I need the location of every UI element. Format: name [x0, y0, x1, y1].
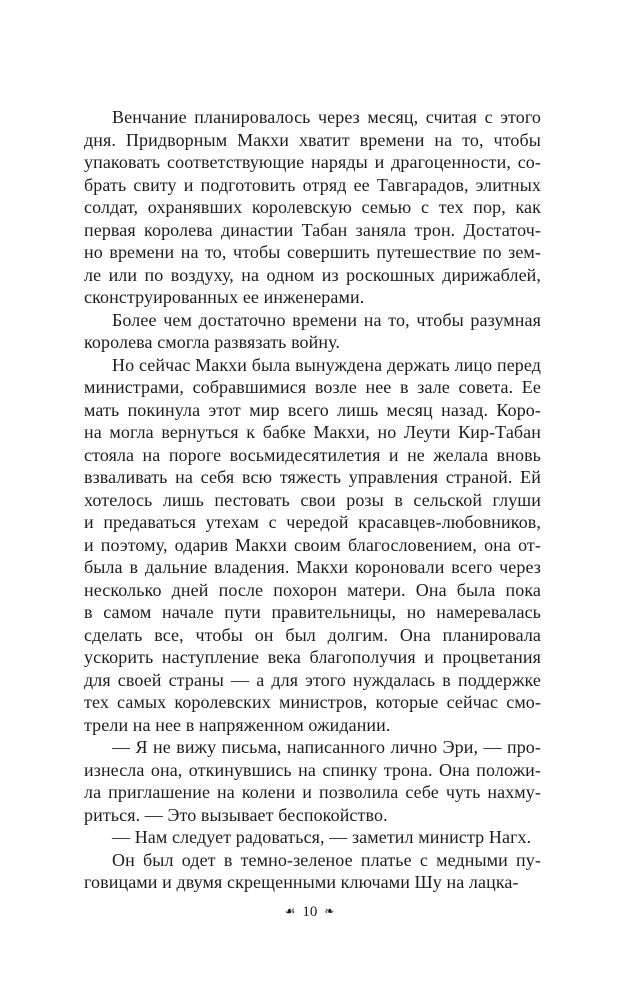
text-line: брать свиту и подготовить отряд ее Тавгарадов, элитных: [84, 174, 541, 195]
text-line: риться. — Это вызывает беспокойство.: [84, 804, 388, 825]
text-line: была в дальние владения. Макхи короновали всего через: [84, 557, 541, 577]
text-block: [84, 106, 541, 894]
text-line: Он был одет в темно-зеленое платье с медными пу-: [112, 849, 541, 870]
text-line: тех самых королевских министров, которые сейчас смо-: [84, 692, 541, 712]
text-line: в самом начале пути правительницы, но намеревалась: [84, 602, 541, 622]
floral-ornament-left-icon: ☙: [284, 904, 296, 918]
text-line: трели на нее в напряженном ожидании.: [84, 714, 391, 735]
text-line: Венчание планировалось через месяц, считая с этого: [112, 107, 541, 127]
text-line: — Я не вижу письма, написанного лично Эри, — про-: [112, 737, 541, 757]
text-line: — Нам следует радоваться, — заметил министр Нагх.: [112, 827, 532, 847]
text-line: стояла на пороге восьмидесятилетия и не желала вновь: [84, 444, 541, 465]
text-line: ускорить наступление века благополучия и процветания: [84, 647, 541, 667]
text-line: для своей страны — а для этого нуждалась в поддержке: [84, 669, 541, 690]
text-line: и предаваться утехам с чередой красавцев-любовников,: [84, 512, 541, 532]
text-line: Но сейчас Макхи была вынуждена держать лицо перед: [112, 354, 541, 375]
text-line: дня. Придворным Макхи хватит времени на то, чтобы: [84, 129, 541, 150]
text-line: взваливать на себя всю тяжесть управления страной. Ей: [84, 467, 541, 487]
text-line: ла приглашение на колени и позволила себе чуть нахму-: [84, 782, 541, 802]
page-footer: [0, 902, 619, 922]
text-line: говицами и двумя скрещенными ключами Шу на лацка-: [84, 872, 519, 892]
text-line: несколько дней после похорон матери. Она была пока: [84, 579, 541, 600]
text-line: мать покинула этот мир всего лишь месяц назад. Коро-: [84, 399, 541, 420]
text-line: Более чем достаточно времени на то, чтобы разумная: [112, 309, 541, 330]
text-line: сконструированных ее инженерами.: [84, 287, 365, 307]
text-line: хотелось лишь пестовать свои розы в сельской глуши: [84, 489, 541, 510]
text-line: первая королева династии Табан заняла трон. Достаточ-: [84, 219, 541, 240]
text-line: ле или по воздуху, на одном из роскошных дирижаблей,: [84, 264, 541, 285]
text-line: изнесла она, откинувшись на спинку трона. Она положи-: [84, 759, 541, 780]
text-line: королева смогла развязать войну.: [84, 332, 341, 352]
text-line: солдат, охранявших королевскую семью с тех пор, как: [84, 197, 541, 217]
text-line: на могла вернуться к бабке Макхи, но Леути Кир-Табан: [84, 422, 541, 442]
page-number: 10: [302, 904, 318, 920]
text-line: сделать все, чтобы он был долгим. Она планировала: [84, 624, 541, 645]
floral-ornament-right-icon: ❧: [324, 904, 335, 918]
text-line: упаковать соответствующие наряды и драгоценности, со-: [84, 152, 541, 172]
text-line: но времени на то, чтобы совершить путешествие по зем-: [84, 242, 541, 262]
text-line: министрами, собравшимися возле нее в зале совета. Ее: [84, 377, 541, 397]
text-line: и поэтому, одарив Макхи своим благословением, она от-: [84, 534, 541, 555]
